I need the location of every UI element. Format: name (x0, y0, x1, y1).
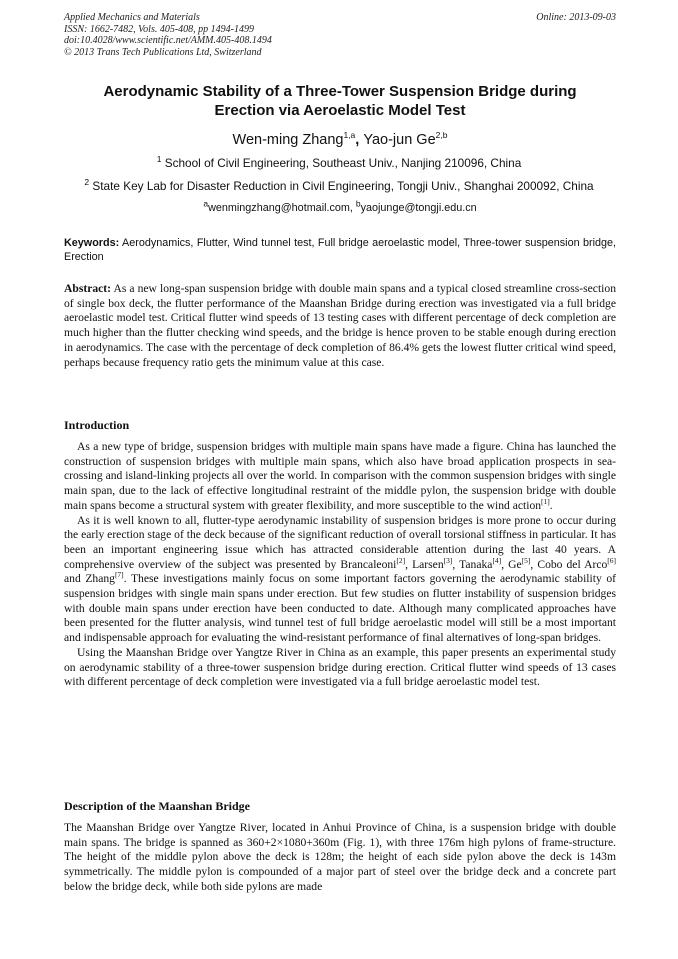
intro-p2-e: , Cobo del Arco (530, 557, 608, 571)
citation-7: [7] (114, 570, 124, 580)
affiliation-1-number: 1 (156, 154, 162, 165)
keywords-text: Aerodynamics, Flutter, Wind tunnel test, Full bridge aeroelastic model, Three-tower suspension bridge, Erection (64, 237, 616, 263)
affiliation-2-number: 2 (84, 177, 90, 188)
title-line-1: Aerodynamic Stability of a Three-Tower Suspension Bridge during (103, 83, 577, 100)
introduction-section (64, 440, 616, 690)
author-1-sup: 1,a (343, 130, 356, 141)
intro-p2-d: , Ge (501, 557, 522, 571)
author-emails (64, 200, 616, 216)
abstract-text: As a new long-span suspension bridge with double main spans and a typical closed streamline cross-section of single box deck, the flutter performance of the Maanshan Bridge during erection was investigated via a full bridge aeroelastic model test. Critical flutter wind speeds of 13 testing cases with different percentage of deck completion are much higher than the flutter checking wind speeds, and the bridge is hence proven to be stable enough during erection in aerodynamics. The case with the percentage of deck completion of 86.4% gets the lowest flutter critical wind speed, perhaps because frequency ratio gets the minimum value at this case. (64, 282, 616, 369)
citation-4: [4] (492, 555, 502, 565)
intro-p2-b: , Larsen (405, 557, 444, 571)
introduction-heading: Introduction (64, 418, 130, 432)
intro-p2-a: As it is well known to all, flutter-type aerodynamic instability of suspension bridges is more prone to occur during the early erection stage of the deck because of the significant reduction of overall torsional stiffness in particular. It has been an important engineering issue which has attracted considerable attention during the last 40 years. A comprehensive overview of the subject was presented by Brancaleoni (64, 513, 616, 571)
issn-line: ISSN: 1662-7482, Vols. 405-408, pp 1494-1499 (64, 23, 254, 35)
author-list (64, 130, 616, 150)
author-2: Yao-jun Ge (363, 132, 436, 148)
citation-3: [3] (443, 555, 453, 565)
journal-header (64, 12, 616, 58)
intro-paragraph-1 (64, 440, 616, 514)
intro-p1-text: As a new type of bridge, suspension bridges with multiple main spans have made a figure. China has launched the construction of suspension bridges with multiple main spans, which also have broad application prospects in sea-crossing and island-linking projects all over the world. In comparison with the common suspension bridges with single main span, due to the lack of effective longitudinal restraint of the middle pylon, the suspension bridge with double main spans become a structural system with greater flexibility, and more susceptible to the wind action (64, 440, 616, 512)
title-line-2: Erection via Aeroelastic Model Test (214, 102, 466, 119)
intro-paragraph-3: Using the Maanshan Bridge over Yangtze River in China as an example, this paper presents an experimental study on aerodynamic stability of a three-tower suspension bridge during erection. Critical flutter wind speeds of 13 cases with different percentage of deck completion were investigated via a full bridge aeroelastic model test. (64, 645, 616, 689)
abstract (64, 282, 616, 370)
affiliation-2 (30, 178, 648, 194)
intro-paragraph-2 (64, 514, 616, 646)
email-a: wenmingzhang@hotmail.com, (208, 202, 356, 214)
author-1: Wen-ming Zhang (232, 132, 344, 148)
email-a-sup: a (203, 198, 209, 209)
author-separator: , (355, 132, 364, 148)
citation-5: [5] (521, 555, 531, 565)
affiliation-1-text: School of Civil Engineering, Southeast Univ., Nanjing 210096, China (161, 156, 522, 170)
citation-6: [6] (607, 555, 617, 565)
email-b: yaojunge@tongji.edu.cn (360, 202, 477, 214)
intro-p2-f: and Zhang (64, 572, 115, 586)
intro-p2-c: , Tanaka (452, 557, 493, 571)
keywords (64, 236, 616, 264)
citation-2: [2] (396, 555, 406, 565)
copyright-line: © 2013 Trans Tech Publications Ltd, Switzerland (64, 46, 262, 58)
email-b-sup: b (355, 198, 361, 209)
citation-1: [1] (541, 496, 550, 506)
intro-p2-g: . These investigations mainly focus on some important factors governing the aerodynamic stability of suspension bridges with single main spans under erection. But few studies on flutter instability of suspension bridges with double main spans under erection have been conducted to date. Although many complicated approaches have been presented for the flutter analysis, wind tunnel test of full bridge aeroelastic model will still be a most important and indispensable approach for evaluating the wind-resistant performance of final alternatives of long-span bridges. (64, 572, 616, 645)
author-2-sup: 2,b (435, 130, 448, 141)
keywords-label: Keywords: (64, 237, 120, 249)
online-date: Online: 2013-09-03 (536, 12, 616, 23)
doi-line: doi:10.4028/www.scientific.net/AMM.405-408.1494 (64, 35, 272, 47)
description-paragraph-1: The Maanshan Bridge over Yangtze River, located in Anhui Province of China, is a suspension bridge with double main spans. The bridge is spanned as 360+2×1080+360m (Fig. 1), with three 176m high pylons of frame-structure. The height of the middle pylon above the deck is 128m; the height of each side pylon above the deck is 143m symmetrically. The middle pylon is compounded of a major part of steel over the bridge deck and a concrete part below the bridge deck, while both side pylons are made (64, 821, 616, 893)
journal-name: Applied Mechanics and Materials (64, 12, 200, 23)
abstract-label: Abstract: (64, 282, 112, 295)
intro-p1-end: . (549, 498, 553, 512)
description-heading: Description of the Maanshan Bridge (64, 799, 250, 813)
affiliation-1 (30, 155, 648, 171)
description-section (64, 821, 616, 895)
paper-title (64, 82, 616, 120)
affiliation-2-text: State Key Lab for Disaster Reduction in Civil Engineering, Tongji Univ., Shanghai 200092, China (89, 179, 594, 193)
